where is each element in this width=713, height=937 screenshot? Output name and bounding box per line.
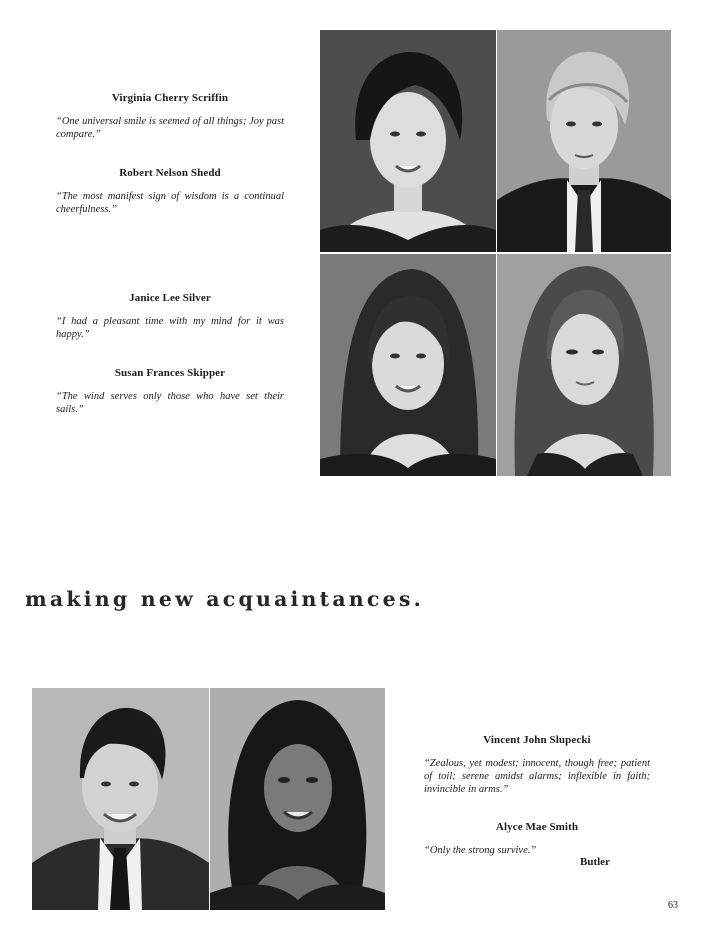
student-entry-shedd	[56, 167, 284, 216]
portrait-photo-smith	[210, 688, 385, 910]
quote-author: Butler	[580, 856, 610, 868]
student-entry-skipper	[56, 367, 284, 416]
student-name: Vincent John Slupecki	[483, 734, 591, 746]
student-quote: “The most manifest sign of wisdom is a continual cheerfulness.”	[56, 191, 284, 215]
student-name: Alyce Mae Smith	[495, 821, 579, 833]
portrait-photo-shedd	[497, 30, 671, 252]
portrait-photo-skipper	[497, 254, 671, 476]
student-quote: “One universal smile is seemed of all things; Joy past compare.”	[56, 116, 284, 140]
student-name: Virginia Cherry Scriffin	[111, 92, 229, 104]
student-name: Robert Nelson Shedd	[119, 167, 221, 179]
portrait-photo-scriffin	[320, 30, 496, 252]
page-number: 63	[668, 900, 678, 911]
section-tagline: making new acquaintances.	[25, 587, 424, 611]
student-quote: “Zealous, yet modest; innocent, though free; patient of toil; serene amidst alarms; inflexible in faith; invincible in arms.”	[424, 758, 650, 795]
portrait-photo-silver	[320, 254, 496, 476]
student-entry-smith	[424, 821, 650, 857]
student-quote: “I had a pleasant time with my mind for it was happy.”	[56, 316, 284, 340]
student-entry-slupecki	[424, 734, 650, 796]
student-quote: “The wind serves only those who have set their sails.”	[56, 391, 284, 415]
portrait-photo-slupecki	[32, 688, 209, 910]
student-name: Janice Lee Silver	[129, 292, 211, 304]
student-name: Susan Frances Skipper	[114, 367, 226, 379]
student-entry-silver	[56, 292, 284, 341]
student-quote: “Only the strong survive.”	[424, 845, 537, 856]
student-entry-scriffin	[56, 92, 284, 141]
